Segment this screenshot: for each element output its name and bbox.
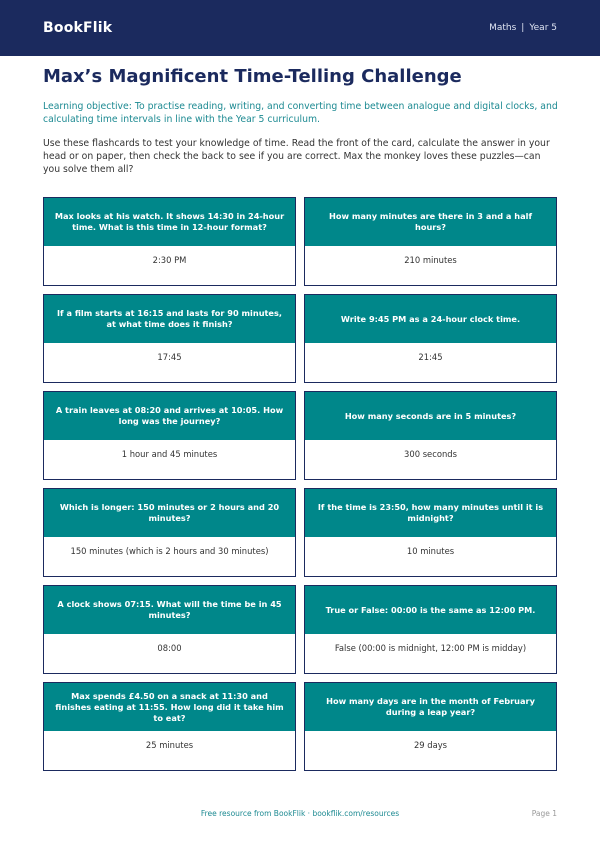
flashcard[interactable] (304, 391, 557, 480)
flashcard-answer: 300 seconds (305, 440, 556, 479)
page-title: Max’s Magnificent Time-Telling Challenge (43, 66, 462, 87)
flashcard-question: A clock shows 07:15. What will the time be in 45 minutes? (44, 586, 295, 634)
flashcard-answer: 21:45 (305, 343, 556, 382)
breadcrumb-separator: | (521, 23, 525, 33)
flashcard[interactable] (304, 682, 557, 771)
breadcrumb-level[interactable]: Year 5 (529, 23, 557, 33)
flashcard-question: How many minutes are there in 3 and a half hours? (305, 198, 556, 246)
flashcard-question: Which is longer: 150 minutes or 2 hours and 20 minutes? (44, 489, 295, 537)
flashcard-answer: 29 days (305, 731, 556, 770)
flashcard-grid (43, 197, 557, 771)
flashcard-answer: 2:30 PM (44, 246, 295, 285)
flashcard-answer: 1 hour and 45 minutes (44, 440, 295, 479)
flashcard-answer: 08:00 (44, 634, 295, 673)
flashcard-question: How many days are in the month of February during a leap year? (305, 683, 556, 731)
breadcrumb-subject[interactable]: Maths (489, 23, 517, 33)
learning-objective: Learning objective: To practise reading, writing, and converting time between analogue and digital clocks, and calculating time intervals in line with the Year 5 curriculum. (43, 101, 558, 125)
footer-link[interactable]: Free resource from BookFlik · bookflik.com/resources (200, 809, 400, 818)
flashcard-answer: False (00:00 is midnight, 12:00 PM is midday) (305, 634, 556, 673)
flashcard[interactable] (304, 488, 557, 577)
page-number: Page 1 (531, 809, 557, 818)
brand-logo[interactable]: BookFlik (43, 20, 113, 36)
header-bar (0, 0, 600, 56)
flashcard[interactable] (304, 294, 557, 383)
flashcard-answer: 210 minutes (305, 246, 556, 285)
flashcard[interactable] (43, 682, 296, 771)
flashcard-question: Max looks at his watch. It shows 14:30 in 24-hour time. What is this time in 12-hour format? (44, 198, 295, 246)
flashcard-question: Write 9:45 PM as a 24-hour clock time. (305, 295, 556, 343)
flashcard-answer: 150 minutes (which is 2 hours and 30 minutes) (44, 537, 295, 576)
intro-text: Use these flashcards to test your knowledge of time. Read the front of the card, calculate the answer in your head or on paper, then check the back to see if you are correct. Max the monkey loves these puzzles—can you solve them all? (43, 138, 550, 175)
flashcard-answer: 17:45 (44, 343, 295, 382)
flashcard[interactable] (43, 585, 296, 674)
flashcard-question: A train leaves at 08:20 and arrives at 10:05. How long was the journey? (44, 392, 295, 440)
flashcard-question: True or False: 00:00 is the same as 12:00 PM. (305, 586, 556, 634)
breadcrumb (489, 23, 557, 33)
flashcard-question: If a film starts at 16:15 and lasts for 90 minutes, at what time does it finish? (44, 295, 295, 343)
flashcard[interactable] (43, 294, 296, 383)
flashcard[interactable] (43, 391, 296, 480)
flashcard[interactable] (43, 488, 296, 577)
flashcard[interactable] (43, 197, 296, 286)
flashcard-question: How many seconds are in 5 minutes? (305, 392, 556, 440)
flashcard-answer: 25 minutes (44, 731, 295, 770)
flashcard[interactable] (304, 197, 557, 286)
flashcard-question: Max spends £4.50 on a snack at 11:30 and finishes eating at 11:55. How long did it take him to eat? (44, 683, 295, 731)
flashcard-answer: 10 minutes (305, 537, 556, 576)
flashcard-question: If the time is 23:50, how many minutes until it is midnight? (305, 489, 556, 537)
flashcard[interactable] (304, 585, 557, 674)
